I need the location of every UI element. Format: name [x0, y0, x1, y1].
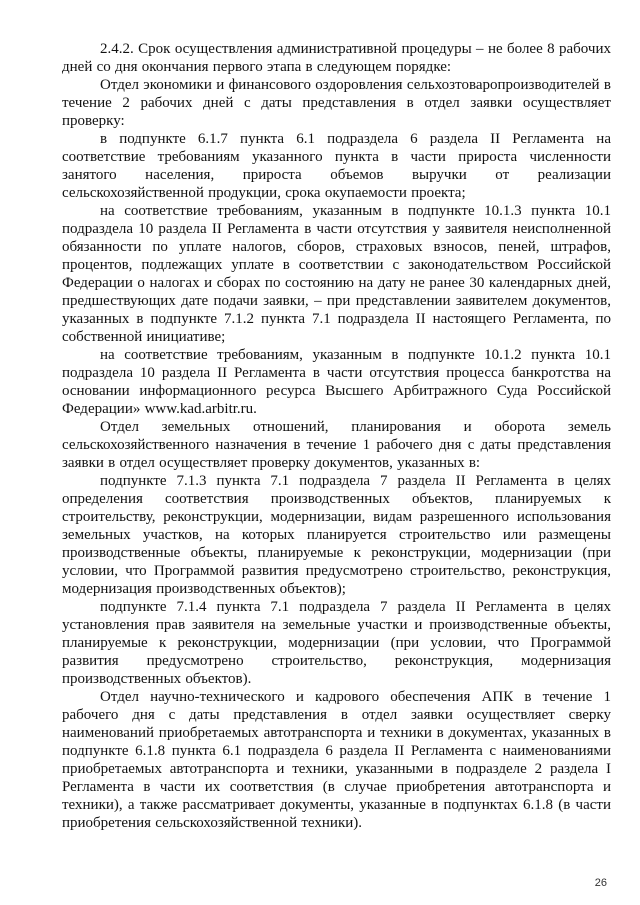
paragraph-check-6-1-7: в подпункте 6.1.7 пункта 6.1 подраздела 6 раздела II Регламента на соответствие требованиям указанного пункта в части прироста численности занятого населения, прироста объемов выручки от реализации сельскохозяйственной продукции, срока окупаемости проекта; — [62, 131, 611, 201]
paragraph-technical-department: Отдел научно-технического и кадрового обеспечения АПК в течение 1 рабочего дня с даты представления в отдел заявки осуществляет сверку наименований приобретаемых автотранспорта и техники в документах, указанных в подпункте 6.1.8 пункта 6.1 подраздела 6 раздела II Регламента с наименованиями приобретаемых автотранспорта и техники, указанными в подразделе 2 раздела I Регламента в части их соответствия (в случае приобретения автотранспорта и техники), а также рассматривает документы, указанные в подпунктах 6.1.8 (в части приобретения сельскохозяйственной техники). — [62, 689, 611, 831]
page-number: 26 — [594, 877, 607, 889]
paragraph-economics-department: Отдел экономики и финансового оздоровления сельхозтоваропроизводителей в течение 2 рабочих дней с даты представления в отдел заявки осуществляет проверку: — [62, 77, 611, 129]
paragraph-check-10-1-3: на соответствие требованиям, указанным в подпункте 10.1.3 пункта 10.1 подраздела 10 раздела II Регламента в части отсутствия у заявителя неисполненной обязанности по уплате налогов, сборов, страховых взносов, пеней, штрафов, процентов, подлежащих уплате в соответствии с законодательством Российской Федерации о налогах и сборах по состоянию на дату не ранее 30 календарных дней, предшествующих дате подачи заявки, – при представлении заявителем документов, указанных в подпункте 7.1.2 пункта 7.1 подраздела II настоящего Регламента, по собственной инициативе; — [62, 203, 611, 345]
paragraph-land-department: Отдел земельных отношений, планирования и оборота земель сельскохозяйственного назначения в течение 1 рабочего дня с даты представления заявки в отдел осуществляет проверку документов, указанных в: — [62, 419, 611, 471]
paragraph-check-7-1-3: подпункте 7.1.3 пункта 7.1 подраздела 7 раздела II Регламента в целях определения соответствия производственных объектов, планируемых к строительству, реконструкции, модернизации, видам разрешенного использования земельных участков, на которых планируется строительство или размещены производственные объекты, планируемые к реконструкции, модернизации (при условии, что Программой развития предусмотрено строительство, реконструкция, модернизация производственных объектов); — [62, 473, 611, 597]
document-body — [62, 40, 611, 832]
paragraph-check-7-1-4: подпункте 7.1.4 пункта 7.1 подраздела 7 раздела II Регламента в целях установления прав заявителя на земельные участки и производственные объекты, планируемые к реконструкции, модернизации (при условии, что Программой развития предусмотрено строительство, реконструкция, модернизация производственных объектов). — [62, 599, 611, 687]
paragraph-check-10-1-2: на соответствие требованиям, указанным в подпункте 10.1.2 пункта 10.1 подраздела 10 раздела II Регламента в части отсутствия процесса банкротства на основании информационного ресурса Высшего Арбитражного Суда Российской Федерации» www.kad.arbitr.ru. — [62, 347, 611, 417]
paragraph-procedure-deadline: 2.4.2. Срок осуществления административной процедуры – не более 8 рабочих дней со дня окончания первого этапа в следующем порядке: — [62, 41, 611, 75]
